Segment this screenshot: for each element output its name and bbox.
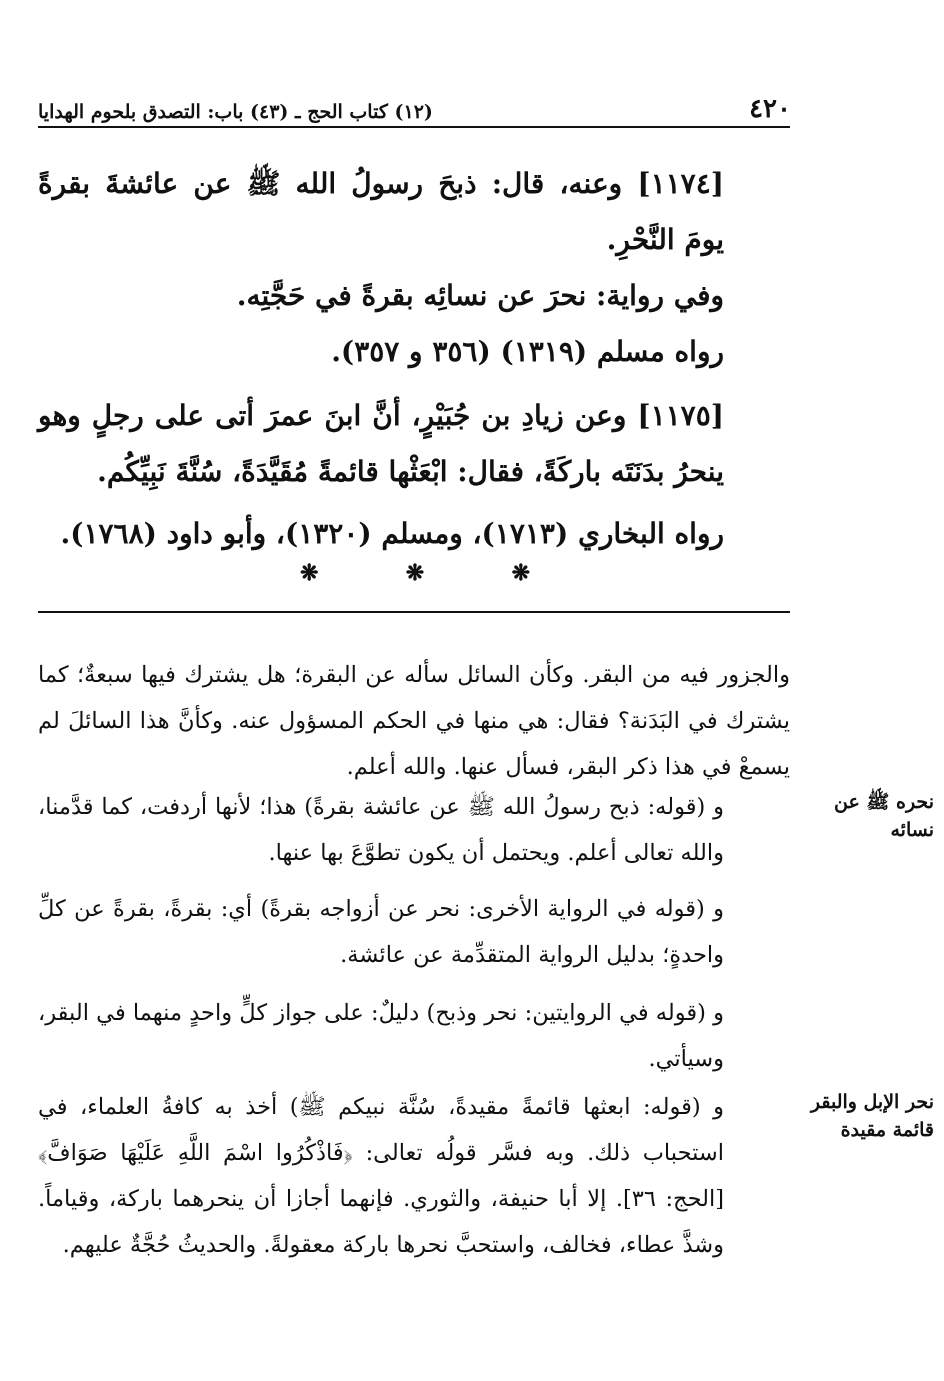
section-ornaments — [300, 558, 530, 588]
hadith-1174-text: [١١٧٤] وعنه، قال: ذبحَ رسولُ الله ﷺ عن عائشةَ بقرةً يومَ النَّحْرِ. — [38, 167, 724, 256]
hadith-1174-riwaya: وفي رواية: نحرَ عن نسائِه بقرةً في حَجَّتِه. — [236, 279, 724, 312]
header-rule — [38, 126, 790, 128]
commentary-paragraph-4 — [38, 990, 790, 1082]
ornament-star: ❋ — [300, 560, 319, 586]
commentary-p3-text: و (قوله في الرواية الأخرى: نحر عن أزواجه بقرةً) أي: بقرةً، بقرةً عن كلِّ واحدةٍ؛ بدليل الرواية المتقدِّمة عن عائشة. — [38, 896, 724, 968]
ornament-star: ❋ — [511, 560, 530, 586]
side-note-1: نحره ﷺ عن نسائه — [834, 791, 934, 841]
hadith-1174 — [38, 156, 790, 380]
commentary-paragraph-1: والجزور فيه من البقر. وكأن السائل سأله عن البقرة؛ هل يشترك فيها سبعةٌ؛ كما يشترك في البَدَنة؟ فقال: هي منها في الحكم المسؤول عنه. وكأنَّ هذا السائلَ لم يسمعْ في هذا ذكر البقر، فسأل عنها. والله أعلم. — [38, 662, 790, 780]
footnote-rule — [38, 611, 790, 613]
page-header — [38, 86, 791, 122]
hadith-1175 — [38, 388, 790, 562]
running-title: (١٢) كتاب الحج ـ (٤٣) باب: التصدق بلحوم الهدايا — [38, 101, 433, 123]
hadith-1175-source: رواه البخاري (١٧١٣)، ومسلم (١٣٢٠)، وأبو داود (١٧٦٨). — [60, 517, 724, 550]
hadith-1175-text: [١١٧٥] وعن زيادِ بن جُبَيْرٍ، أنَّ ابنَ عمرَ أتى على رجلٍ وهو ينحرُ بدَنَتَه باركَةً، فقال: ابْعَثْها قائمةً مُقَيَّدَةً، سُنَّةَ نَبِيِّكُم. — [38, 399, 724, 488]
commentary-p5-text: و (قوله: ابعثها قائمةً مقيدةً، سُنَّة نبيكم ﷺ) أخذ به كافةُ العلماء، في استحباب ذلك. وبه فسَّر قولُه تعالى: ﴿فَاذْكُرُوا اسْمَ اللَّهِ عَلَيْهَا صَوَافَّ﴾ [الحج: ٣٦]. إلا أبا حنيفة، والثوري. فإنهما أجازا أن ينحرهما باركة، وقياماً. وشذَّ عطاء، فخالف، واستحبَّ نحرها باركة معقولةً. والحديثُ حُجَّةٌ عليهم. — [38, 1094, 724, 1258]
side-note-2: نحر الإبل والبقر قائمة مقيدة — [810, 1091, 934, 1141]
commentary-paragraph-5 — [38, 1084, 790, 1268]
commentary-p4-text: و (قوله في الروايتين: نحر وذبح) دليلٌ: على جواز كلٍّ واحدٍ منهما في البقر، وسيأتي. — [38, 1000, 724, 1072]
hadith-1174-source: رواه مسلم (١٣١٩) (٣٥٦ و ٣٥٧). — [331, 335, 724, 368]
commentary-paragraph-3 — [38, 886, 790, 978]
commentary-p2-text: و (قوله: ذبح رسولُ الله ﷺ عن عائشة بقرةً) هذا؛ لأنها أردفت، كما قدَّمنا، والله تعالى أعلم. ويحتمل أن يكون تطوَّعَ بها عنها. — [38, 794, 724, 866]
page-number: ٤٢٠ — [749, 94, 791, 124]
ornament-star: ❋ — [405, 560, 425, 586]
commentary-paragraph-2 — [38, 784, 790, 876]
